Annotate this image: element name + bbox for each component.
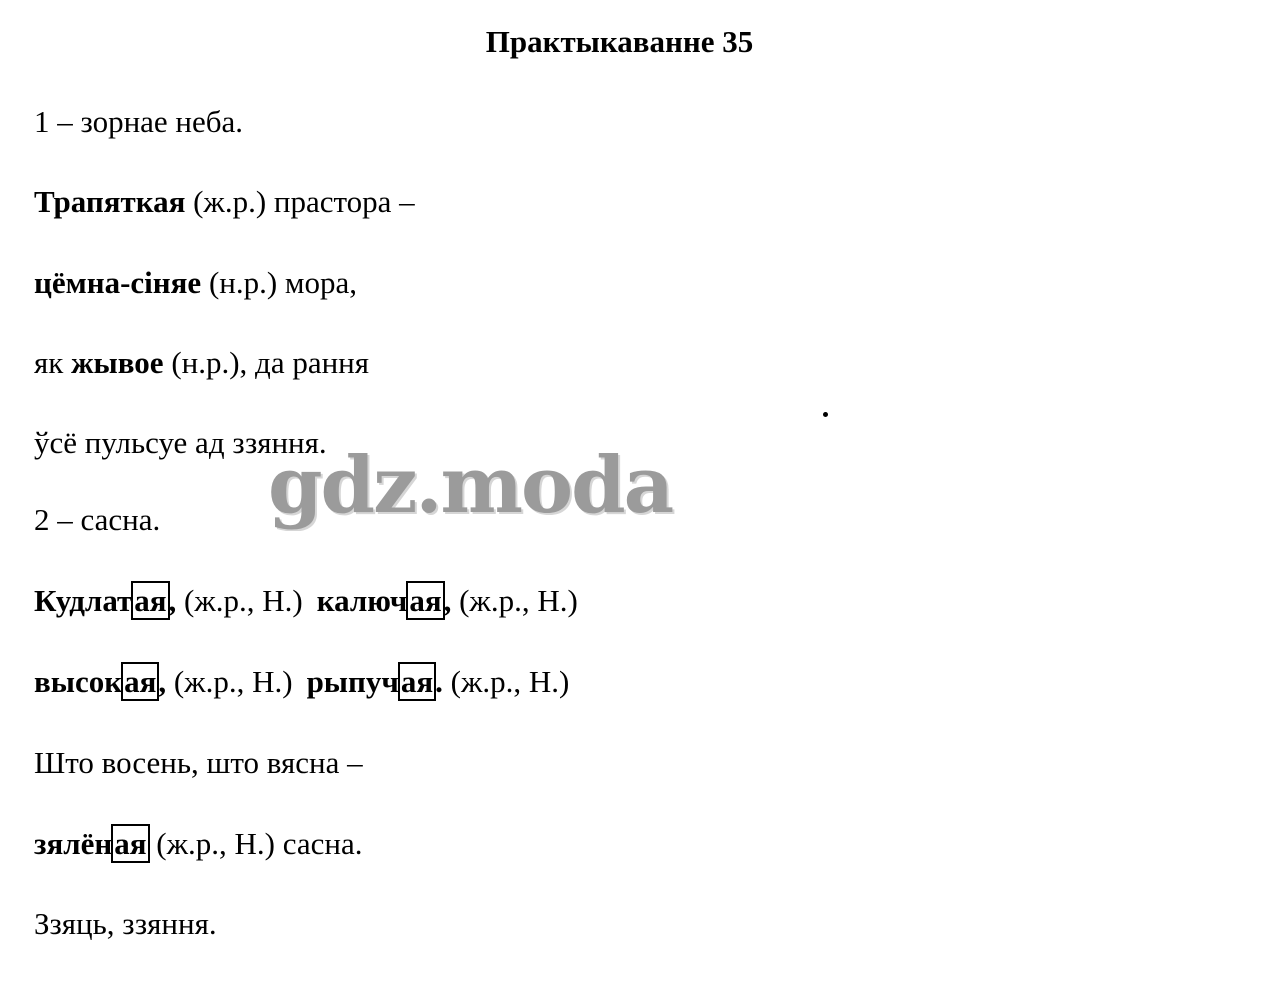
line-prefix: як	[34, 345, 72, 380]
bold-word: жывое	[71, 345, 164, 380]
grammar-note: (ж.р., Н.)	[442, 664, 570, 699]
ending-box: ая	[406, 581, 444, 620]
bold-word: Трапяткая	[34, 184, 186, 219]
grammar-note: (ж.р., Н.)	[166, 664, 293, 699]
word-stem: Кудлат	[34, 583, 133, 618]
grammar-note: (ж.р., Н.)	[451, 583, 578, 618]
text-line-4	[34, 343, 369, 383]
punct: ,	[168, 583, 177, 618]
bold-word: цёмна-сіняе	[34, 265, 202, 300]
text-line-9: Што восень, што вясна –	[34, 745, 363, 780]
text-line-1: 1 – зорнае неба.	[34, 104, 244, 139]
text-line-10	[34, 824, 363, 864]
grammar-note: (ж.р., Н.)	[148, 826, 275, 861]
line-rest: (ж.р.) прастора –	[185, 184, 415, 219]
text-line-3	[34, 263, 357, 303]
text-line-7	[34, 581, 578, 621]
text-line-8	[34, 662, 569, 702]
ending-box: ая	[131, 581, 169, 620]
line-rest: (н.р.) мора,	[201, 265, 358, 300]
page-title: Практыкаванне 35	[485, 24, 754, 59]
grammar-note: (ж.р., Н.)	[176, 583, 303, 618]
text-line-11: Ззяць, ззяння.	[34, 906, 217, 941]
word-stem: высок	[34, 664, 123, 699]
stray-dot	[823, 412, 828, 417]
punct: ,	[158, 664, 167, 699]
ending-box: ая	[111, 824, 149, 863]
word-stem: рыпуч	[306, 664, 399, 699]
punct: ,	[443, 583, 452, 618]
punct: .	[435, 664, 443, 699]
word-stem: калюч	[316, 583, 408, 618]
word-stem: зялён	[34, 826, 113, 861]
text-line-2	[34, 182, 415, 222]
ending-box: ая	[398, 662, 436, 701]
text-line-5: ўсё пульсуе ад ззяння.	[34, 425, 327, 460]
line-rest: сасна.	[274, 826, 363, 861]
ending-box: ая	[121, 662, 159, 701]
text-line-6: 2 – сасна.	[34, 502, 161, 537]
watermark: gdz.moda	[268, 440, 673, 531]
line-rest: (н.р.), да рання	[163, 345, 370, 380]
